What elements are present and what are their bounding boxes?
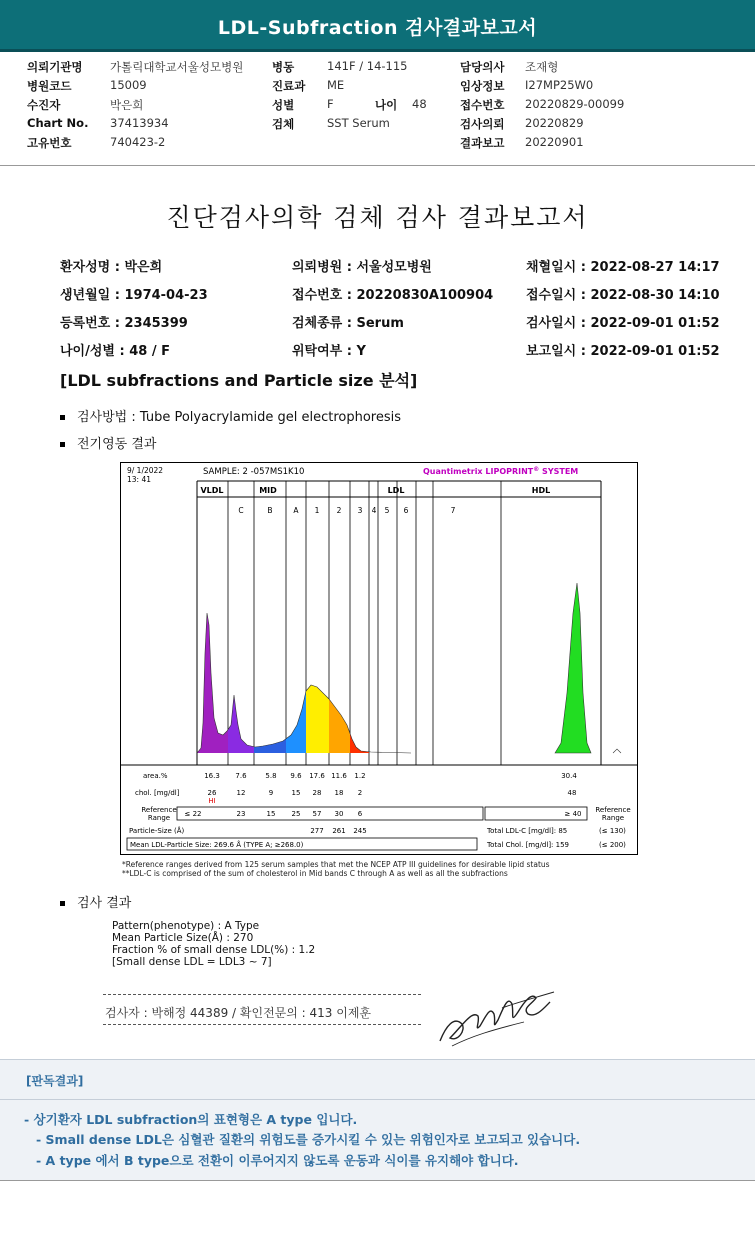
reference-value-5: 30 [334, 810, 344, 818]
value-unique-number: 740423-2 [110, 135, 166, 149]
row-label-area: area.% [143, 772, 168, 780]
result-small-dense-fraction: Fraction % of small dense LDL(%) : 1.2 [112, 944, 316, 956]
chart-date: 9/ 1/2022 [127, 466, 164, 475]
signature-line-bottom [103, 1024, 421, 1025]
value-sex: F [327, 97, 334, 111]
total-ldl-ref: (≤ 130) [599, 827, 626, 835]
label-doctor: 담당의사 [460, 60, 505, 74]
age-sex: 나이/성별 : 48 / F [60, 344, 171, 359]
result-mean-size: Mean Particle Size(Å) : 270 [112, 932, 254, 944]
band-label-A: A [293, 506, 299, 515]
examiner-info: 검사자 : 박해정 44389 / 확인전문의 : 413 이제훈 [105, 1006, 372, 1020]
scanned-report [0, 168, 755, 1058]
specimen-type: 검체종류 : Serum [292, 316, 404, 331]
area-value-4: 17.6 [309, 772, 325, 780]
bullet-icon [60, 442, 65, 447]
receipt-datetime: 접수일시 : 2022-08-30 14:10 [526, 288, 720, 303]
total-cholesterol: Total Chol. [mg/dl]: 159 [487, 841, 569, 849]
result-title: 검사 결과 [77, 896, 132, 911]
method-text: 검사방법 : Tube Polyacrylamide gel electrophoresis [77, 410, 402, 425]
interpretation-line-1: - 상기환자 LDL subfraction의 표현형은 A type 입니다. [24, 1112, 358, 1127]
chart-sample-id: SAMPLE: 2 -057MS1K10 [203, 467, 305, 477]
reference-value-3: 25 [291, 810, 301, 818]
row-label-particle-size: Particle-Size (Å) [129, 827, 185, 835]
lipoprint-chart-svg [121, 463, 637, 854]
label-unique-number: 고유번호 [27, 136, 72, 150]
result-item [60, 892, 131, 911]
result-small-dense-definition: [Small dense LDL = LDL3 ~ 7] [112, 956, 272, 968]
value-specimen: SST Serum [327, 116, 390, 130]
report-title-bar [0, 0, 755, 52]
chol-value-1: 12 [236, 789, 246, 797]
label-ward: 병동 [272, 60, 295, 74]
hdl-reference-value: ≥ 40 [564, 810, 582, 818]
chol-value-6: 2 [357, 789, 363, 797]
chol-value-2: 9 [268, 789, 274, 797]
area-value-1: 7.6 [235, 772, 247, 780]
hdl-chol-value: 48 [567, 789, 577, 797]
requesting-hospital: 의뢰병원 : 서울성모병원 [292, 260, 432, 275]
group-label-vldl: VLDL [200, 486, 224, 495]
band-label-1: 1 [314, 506, 320, 515]
total-chol-ref: (≤ 200) [599, 841, 626, 849]
report-document-title: 진단검사의학 검체 검사 결과보고서 [166, 203, 589, 232]
band-label-4: 4 [371, 506, 377, 515]
band-label-C: C [238, 506, 244, 515]
chol-value-3: 15 [291, 789, 301, 797]
particle-size-values [310, 827, 366, 835]
page-title: LDL-Subfraction 검사결과보고서 [217, 16, 538, 39]
birth-date: 생년월일 : 1974-04-23 [60, 288, 208, 303]
small-tail-peak [613, 749, 621, 753]
registration-number: 등록번호 : 2345399 [60, 316, 188, 331]
area-value-5: 11.6 [331, 772, 347, 780]
label-receipt-number: 접수번호 [460, 98, 505, 112]
interpretation-line-3: - A type 에서 B type으로 전환이 이루어지지 않도록 운동과 식이를 유지해야 합니다. [36, 1153, 519, 1168]
result-pattern: Pattern(phenotype) : A Type [112, 920, 260, 932]
hi-flag: HI [208, 797, 216, 805]
label-age: 나이 [375, 98, 398, 112]
area-value-2: 5.8 [265, 772, 277, 780]
label-sex: 성별 [272, 98, 295, 112]
label-test-request: 검사의뢰 [460, 117, 505, 131]
accession-number: 접수번호 : 20220830A100904 [292, 288, 494, 303]
row-label-reference: Reference Range [141, 806, 177, 822]
hdl-peak [555, 583, 591, 753]
label-clinical-info: 임상정보 [460, 79, 505, 93]
densitometry-fills [197, 481, 369, 771]
bullet-icon [60, 415, 65, 420]
interpretation-panel [0, 1059, 755, 1181]
footnote-1: *Reference ranges derived from 125 serum samples that met the NCEP ATP III guidelines for desirable lipid status [122, 860, 550, 869]
value-doctor: 조재형 [525, 60, 559, 74]
area-value-0: 16.3 [204, 772, 220, 780]
interpretation-line-2: - Small dense LDL은 심혈관 질환의 위험도를 증가시킬 수 있는 위험인자로 보고되고 있습니다. [36, 1132, 581, 1147]
curve-fill-segment-6 [350, 481, 369, 771]
area-values [204, 772, 365, 780]
patient-name: 환자성명 : 박은희 [60, 260, 163, 275]
chart-footnotes [122, 860, 550, 878]
method-item [60, 406, 401, 425]
chart-brand: Quantimetrix LIPOPRINT® SYSTEM [423, 466, 579, 476]
value-ward: 141F / 14-115 [327, 59, 408, 73]
outsourced-flag: 위탁여부 : Y [292, 344, 366, 359]
particle-size-value-1: 261 [332, 827, 346, 835]
report-datetime: 보고일시 : 2022-09-01 01:52 [526, 344, 720, 359]
curve-fill-segment-0 [197, 481, 228, 771]
label-chart-no: Chart No. [27, 116, 89, 130]
hdl-area-value: 30.4 [561, 772, 577, 780]
area-value-3: 9.6 [290, 772, 302, 780]
label-result-report: 결과보고 [460, 136, 505, 150]
analysis-section-title: [LDL subfractions and Particle size 분석] [60, 371, 418, 390]
label-department: 진료과 [272, 79, 306, 93]
chol-value-0: 26 [207, 789, 217, 797]
group-label-mid: MID [259, 486, 277, 495]
band-label-3: 3 [357, 506, 363, 515]
particle-size-value-0: 277 [310, 827, 324, 835]
chol-value-4: 28 [312, 789, 322, 797]
value-hospital-code: 15009 [110, 78, 147, 92]
value-chart-no: 37413934 [110, 116, 169, 130]
reference-value-4: 57 [312, 810, 322, 818]
signature-image [432, 986, 562, 1051]
interpretation-title: [판독결과] [0, 1060, 755, 1100]
label-requesting-institution: 의뢰기관명 [27, 60, 83, 74]
result-summary [112, 920, 315, 968]
label-hospital-code: 병원코드 [27, 79, 72, 93]
band-labels [238, 506, 455, 515]
value-requesting-institution: 가톨릭대학교서울성모병원 [110, 60, 244, 74]
row-label-chol: chol. [mg/dl] [135, 789, 180, 797]
particle-size-value-2: 245 [353, 827, 367, 835]
lipoprint-chart [120, 462, 638, 855]
reference-box [177, 807, 483, 820]
test-datetime: 검사일시 : 2022-09-01 01:52 [526, 316, 720, 331]
label-patient: 수진자 [27, 98, 61, 112]
value-patient: 박은희 [110, 98, 144, 112]
label-specimen: 검체 [272, 117, 295, 131]
right-reference-label: Reference Range [595, 806, 631, 822]
value-clinical-info: I27MP25W0 [525, 78, 594, 92]
band-label-B: B [267, 506, 273, 515]
value-result-report: 20220901 [525, 135, 584, 149]
band-label-6: 6 [403, 506, 409, 515]
mean-ldl-particle-size: Mean LDL-Particle Size: 269.6 Å (TYPE A; ≥268.0) [130, 841, 304, 849]
bullet-icon [60, 901, 65, 906]
curve-fill-segment-2 [254, 481, 286, 771]
band-label-5: 5 [384, 506, 390, 515]
group-label-ldl: LDL [387, 486, 405, 495]
footnote-2: **LDL-C is comprised of the sum of cholesterol in Mid bands C through A as well as all the subfractions [122, 869, 508, 878]
electrophoresis-item [60, 433, 156, 452]
value-department: ME [327, 78, 345, 92]
reference-value-1: 23 [236, 810, 246, 818]
request-info-header [0, 52, 755, 166]
total-ldl: Total LDL-C [mg/dl]: 85 [487, 827, 568, 835]
band-label-2: 2 [336, 506, 342, 515]
chol-value-5: 18 [334, 789, 344, 797]
signature-line-top [103, 994, 421, 995]
value-test-request: 20220829 [525, 116, 584, 130]
band-label-7: 7 [450, 506, 456, 515]
curve-fill-segment-5 [329, 481, 350, 771]
value-receipt-number: 20220829-00099 [525, 97, 625, 111]
reference-values [185, 810, 363, 818]
collection-datetime: 채혈일시 : 2022-08-27 14:17 [526, 260, 720, 275]
reference-value-2: 15 [266, 810, 276, 818]
chart-time: 13: 41 [127, 475, 151, 484]
curve-fill-segment-1 [228, 481, 254, 771]
reference-value-0: ≤ 22 [184, 810, 202, 818]
area-value-6: 1.2 [354, 772, 366, 780]
reference-value-6: 6 [357, 810, 363, 818]
curve-fill-segment-3 [286, 481, 306, 771]
band-dividers [197, 481, 601, 765]
group-label-hdl: HDL [531, 486, 551, 495]
curve-fill-segment-4 [306, 481, 329, 771]
chol-values [208, 789, 363, 797]
value-age: 48 [412, 97, 427, 111]
electrophoresis-title: 전기영동 결과 [77, 437, 157, 452]
